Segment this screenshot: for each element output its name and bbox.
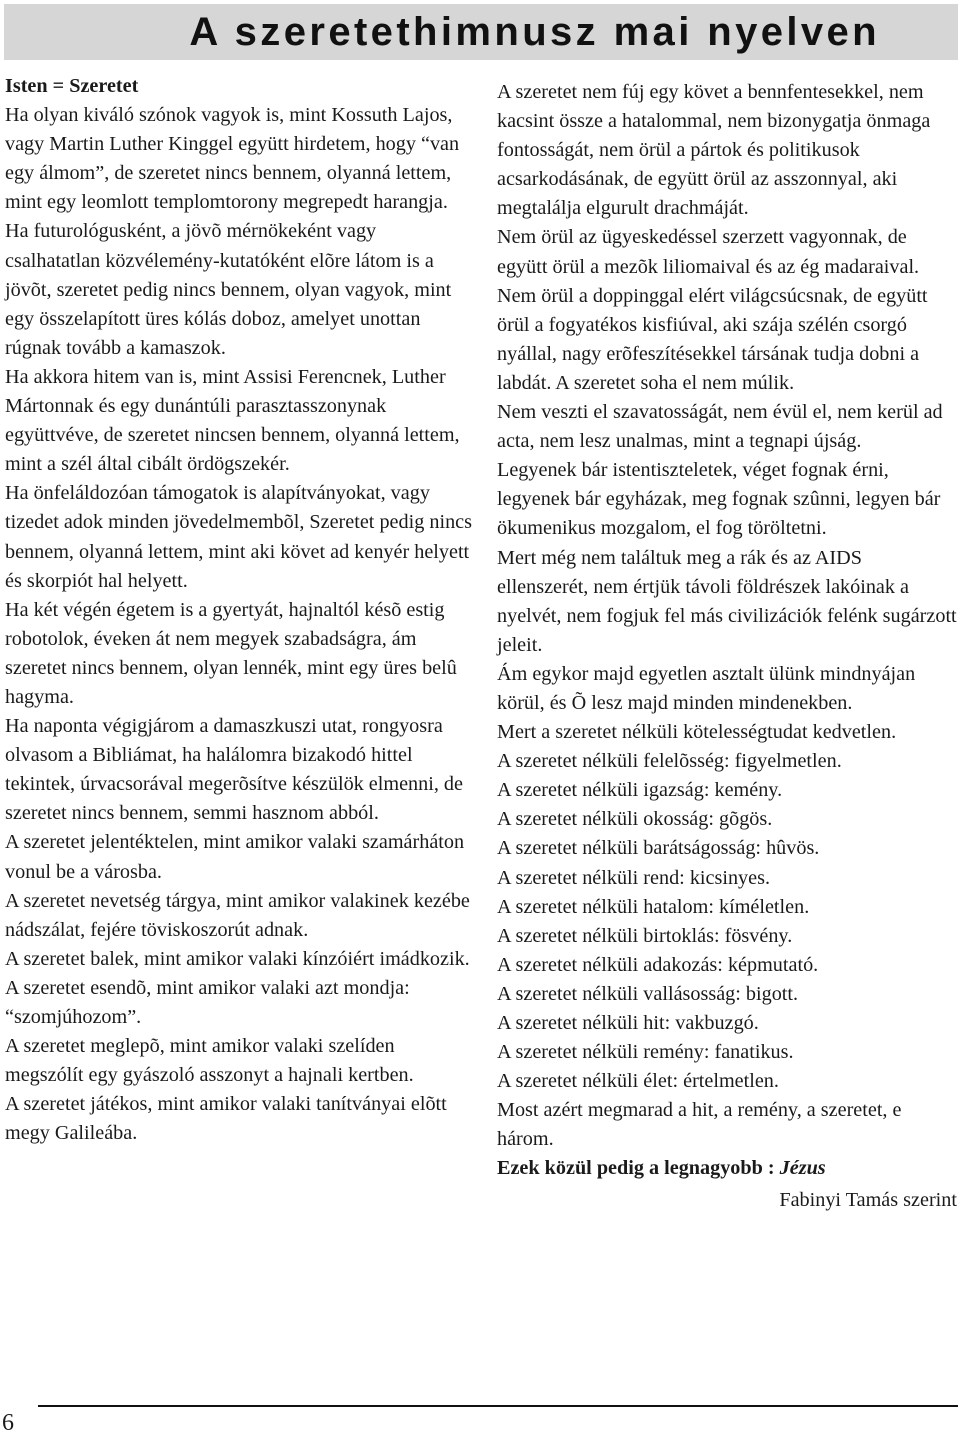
paragraph: A szeretet játékos, mint amikor valaki tanítványai elõtt megy Galileába. [5, 1093, 447, 1145]
bottom-rule [38, 1405, 958, 1407]
paragraph: A szeretet nélküli felelõsség: figyelmetlen. [497, 750, 842, 773]
paragraph: A szeretet nevetség tárgya, mint amikor valakinek kezébe nádszálat, fejére töviskoszorút adnak. [5, 889, 470, 941]
paragraph: Ám egykor majd egyetlen asztalt ülünk mindnyájan körül, és Õ lesz majd minden mindenekben. [497, 662, 916, 714]
paragraph: A szeretet jelentéktelen, mint amikor valaki szamárháton vonul be a városba. [5, 831, 465, 883]
closing-line [497, 1154, 957, 1183]
paragraph: Ha két végén égetem is a gyertyát, hajnaltól késõ estig robotolok, éveken át nem megyek szabadságra, ám szeretet nincs bennem, olyan lennék, mint egy üres belû hagyma. [5, 598, 457, 708]
paragraph: A szeretet nélküli vallásosság: bigott. [497, 982, 799, 1005]
paragraph: A szeretet nem fúj egy követ a bennfentesekkel, nem kacsint össze a hatalommal, nem bizonygatja önmaga fontosságát, nem örül a pártok és politikusok acsarkodásának, de együtt örül az asszonnyal, aki megtalálja elgurult drachmáját. [497, 81, 931, 220]
closing-italic: Jézus [779, 1157, 826, 1180]
paragraph: Ha olyan kiváló szónok vagyok is, mint Kossuth Lajos, vagy Martin Luther Kinggel együtt hirdetem, hogy “van egy álmom”, de szeretet nincs bennem, olyanná lettem, mint egy leomlott templomtorony megrepedt harangja. [5, 104, 460, 214]
paragraph: A szeretet nélküli adakozás: képmutató. [497, 953, 819, 976]
paragraph: A szeretet nélküli hatalom: kíméletlen. [497, 895, 810, 918]
paragraph: Ha akkora hitem van is, mint Assisi Ferencnek, Luther Mártonnak és egy dunántúli parasztasszonynak együttvéve, de szeretet nincsen bennem, olyanná lettem, mint a szél által cibált ördögszekér. [5, 365, 460, 476]
paragraph: A szeretet nélküli hit: vakbuzgó. [497, 1012, 759, 1034]
paragraph: Ha naponta végigjárom a damaszkuszi utat, rongyosra olvasom a Bibliámat, ha halálomra bizakodó hittel tekintek, úrvacsorával megerõsítve készülök elmenni, de szeretet nincs bennem, semmi hasznom abból. [5, 715, 463, 825]
closing-bold: Ezek közül pedig a legnagyobb : [497, 1157, 780, 1180]
paragraph: A szeretet nélküli birtoklás: fösvény. [497, 924, 793, 947]
paragraph: Most azért megmarad a hit, a remény, a szeretet, e három. [497, 1099, 902, 1151]
page-number: 6 [2, 1410, 14, 1436]
paragraph: A szeretet esendõ, mint amikor valaki azt mondja: “szomjúhozom”. [5, 976, 410, 1028]
paragraph: A szeretet nélküli barátságosság: hûvös. [497, 837, 820, 860]
paragraph: Ha önfeláldozóan támogatok is alapítványokat, vagy tizedet adok minden jövedelmembõl, Szeretet pedig nincs bennem, olyanná lettem, mint aki követ ad kenyér helyett és skorpiót hal helyett. [5, 482, 472, 592]
paragraph: A szeretet nélküli remény: fanatikus. [497, 1041, 794, 1064]
paragraph: A szeretet nélküli okosság: gõgös. [497, 808, 773, 831]
paragraph: Legyenek bár istentiszteletek, véget fognak érni, legyenek bár egyházak, meg fognak szûnni, legyen bár ökumenikus mozgalom, el fog töröltetni. [497, 459, 941, 540]
paragraph: Ha futurológusként, a jövõ mérnökeként vagy csalhatatlan közvélemény-kutatóként elõre látom is a jövõt, szeretet pedig nincs bennem, olyan vagyok, mint egy összelapított üres kólás doboz, amelyet unottan rúgnak tovább a kamaszok. [5, 220, 452, 359]
left-heading: Isten = Szeretet [5, 75, 139, 97]
right-column [497, 78, 957, 1215]
paragraph: Mert még nem találtuk meg a rák és az AIDS ellenszerét, nem értjük távoli földrészek lakóinak a nyelvét, nem fogjuk fel más civilizációk felénk sugárzott jeleit. [497, 546, 957, 656]
paragraph: A szeretet nélküli élet: értelmetlen. [497, 1070, 779, 1093]
paragraph: A szeretet balek, mint amikor valaki kínzóiért imádkozik. [5, 947, 470, 970]
paragraph: A szeretet meglepõ, mint amikor valaki szelíden megszólít egy gyászoló asszonyt a hajnali kertben. [5, 1035, 414, 1087]
paragraph: A szeretet nélküli igazság: kemény. [497, 779, 783, 802]
paragraph: A szeretet nélküli rend: kicsinyes. [497, 866, 771, 889]
signature: Fabinyi Tamás szerint [779, 1188, 957, 1211]
paragraph: Mert a szeretet nélküli kötelességtudat kedvetlen. [497, 721, 897, 744]
paragraph: Nem örül az ügyeskedéssel szerzett vagyonnak, de együtt örül a mezõk liliomaival és az ég madaraival. Nem örül a doppinggal elért világcsúcsnak, de együtt örül a fogyatékos kisfiúval, aki szája szélén csorgó nyállal, nagy erõfeszítésekkel társának tudja dobni a labdát. A szeretet soha el nem múlik. [497, 226, 928, 394]
paragraph: Nem veszti el szavatosságát, nem évül el, nem kerül ad acta, nem lesz unalmas, mint a tegnapi újság. [497, 401, 943, 453]
title-bar [4, 4, 958, 60]
left-column [5, 72, 475, 1148]
page-title: A szeretethimnusz mai nyelven [189, 9, 880, 54]
